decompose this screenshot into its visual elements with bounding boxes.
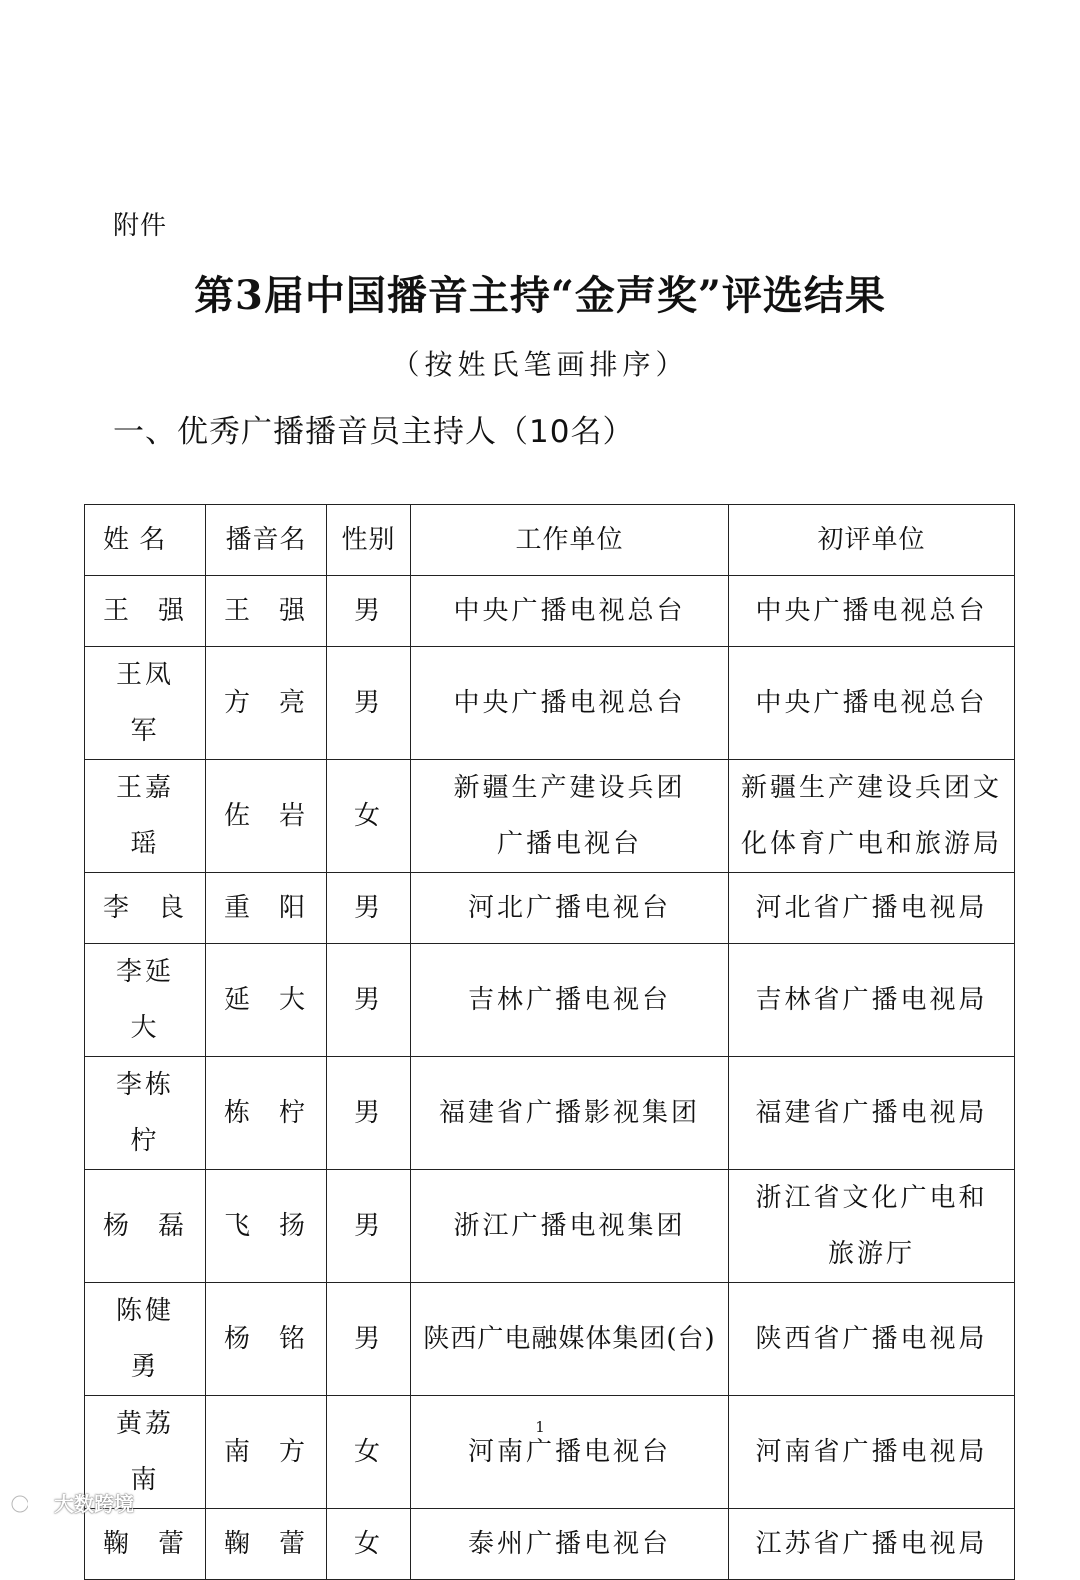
cell-name	[85, 873, 206, 944]
name-char: 磊	[157, 1211, 187, 1241]
cell-nominating-unit: 浙江省文化广电和旅游厅	[729, 1170, 1015, 1283]
name-char: 王	[103, 596, 133, 626]
broadcast-name-char: 飞	[224, 1211, 254, 1241]
cell-name	[85, 647, 206, 760]
broadcast-name-char: 佐	[224, 801, 254, 831]
broadcast-name-char: 柠	[278, 1098, 308, 1128]
table-header-row	[85, 505, 1015, 576]
cell-gender: 男	[327, 1170, 411, 1283]
table-row	[85, 647, 1015, 760]
broadcast-name-char: 大	[278, 985, 308, 1015]
broadcast-name-char: 强	[278, 596, 308, 626]
cell-name	[85, 1170, 206, 1283]
cell-nominating-unit: 新疆生产建设兵团文化体育广电和旅游局	[729, 760, 1015, 873]
cell-nominating-unit: 中央广播电视总台	[729, 576, 1015, 647]
name-char: 杨	[103, 1211, 133, 1241]
document-title: 第3届中国播音主持“金声奖”评选结果	[194, 272, 886, 319]
cell-gender: 男	[327, 1057, 411, 1170]
table-row	[85, 1057, 1015, 1170]
header-broadcast-name: 播音名	[206, 505, 327, 576]
cell-nominating-unit: 福建省广播电视局	[729, 1057, 1015, 1170]
header-name-label: 姓 名	[103, 525, 167, 555]
name-text: 陈健勇	[115, 1296, 174, 1382]
header-work-unit: 工作单位	[411, 505, 729, 576]
cell-work-unit: 新疆生产建设兵团广播电视台	[411, 760, 729, 873]
cell-broadcast-name	[206, 647, 327, 760]
cell-broadcast-name	[206, 873, 327, 944]
broadcast-name-char: 岩	[278, 801, 308, 831]
cell-name	[85, 1283, 206, 1396]
cell-work-unit: 浙江广播电视集团	[411, 1170, 729, 1283]
cell-name	[85, 944, 206, 1057]
cell-gender: 女	[327, 760, 411, 873]
broadcast-name-char: 铭	[278, 1324, 308, 1354]
cell-name	[85, 1509, 206, 1580]
header-gender: 性别	[327, 505, 411, 576]
table-row	[85, 1283, 1015, 1396]
cell-nominating-unit: 河北省广播电视局	[729, 873, 1015, 944]
name-text: 李栋柠	[115, 1070, 174, 1156]
cell-gender: 男	[327, 944, 411, 1057]
cell-work-unit: 中央广播电视总台	[411, 647, 729, 760]
cell-work-unit: 福建省广播影视集团	[411, 1057, 729, 1170]
table-row	[85, 1170, 1015, 1283]
cell-gender: 男	[327, 1283, 411, 1396]
name-text: 王凤军	[115, 660, 174, 746]
broadcast-name-char: 鞠	[224, 1529, 254, 1559]
cell-broadcast-name	[206, 944, 327, 1057]
cell-work-unit: 吉林广播电视台	[411, 944, 729, 1057]
name-text: 李延大	[115, 957, 174, 1043]
cell-nominating-unit: 河南省广播电视局	[729, 1396, 1015, 1509]
header-nominating-unit: 初评单位	[729, 505, 1015, 576]
table-row	[85, 576, 1015, 647]
table-row	[85, 944, 1015, 1057]
cell-broadcast-name	[206, 1283, 327, 1396]
cell-nominating-unit: 吉林省广播电视局	[729, 944, 1015, 1057]
broadcast-name-char: 方	[278, 1437, 308, 1467]
cell-gender: 男	[327, 647, 411, 760]
cell-gender: 女	[327, 1509, 411, 1580]
cell-broadcast-name	[206, 1057, 327, 1170]
header-name	[85, 505, 206, 576]
name-char: 强	[157, 596, 187, 626]
cell-nominating-unit: 江苏省广播电视局	[729, 1509, 1015, 1580]
broadcast-name-char: 栋	[224, 1098, 254, 1128]
cell-name	[85, 576, 206, 647]
broadcast-name-char: 重	[224, 893, 254, 923]
table-row	[85, 873, 1015, 944]
cell-nominating-unit: 陕西省广播电视局	[729, 1283, 1015, 1396]
cell-work-unit: 中央广播电视总台	[411, 576, 729, 647]
name-char: 蕾	[157, 1529, 187, 1559]
cell-gender: 男	[327, 873, 411, 944]
cell-nominating-unit: 中央广播电视总台	[729, 647, 1015, 760]
cell-broadcast-name	[206, 1396, 327, 1509]
cell-work-unit: 河南广播电视台	[411, 1396, 729, 1509]
broadcast-name-char: 扬	[278, 1211, 308, 1241]
document-subtitle: （按姓氏笔画排序）	[391, 348, 689, 381]
broadcast-name-char: 延	[224, 985, 254, 1015]
cell-gender: 女	[327, 1396, 411, 1509]
broadcast-name-char: 南	[224, 1437, 254, 1467]
cell-broadcast-name	[206, 1509, 327, 1580]
table-row	[85, 760, 1015, 873]
broadcast-name-char: 杨	[224, 1324, 254, 1354]
cell-gender: 男	[327, 576, 411, 647]
cell-work-unit: 陕西广电融媒体集团(台)	[411, 1283, 729, 1396]
cell-broadcast-name	[206, 760, 327, 873]
cell-broadcast-name	[206, 1170, 327, 1283]
broadcast-name-char: 亮	[278, 688, 308, 718]
broadcast-name-char: 方	[224, 688, 254, 718]
cell-broadcast-name	[206, 576, 327, 647]
page-number: 1	[535, 1418, 545, 1436]
watermark-text: 大数跨境	[54, 1492, 134, 1516]
cell-name	[85, 1057, 206, 1170]
attachment-label: 附件	[113, 211, 168, 241]
name-char: 良	[157, 893, 187, 923]
section-heading: 一、优秀广播播音员主持人（10名）	[113, 414, 635, 450]
name-char: 鞠	[103, 1529, 133, 1559]
table-row	[85, 1509, 1015, 1580]
watermark-logo-icon	[10, 1490, 50, 1516]
broadcast-name-char: 王	[224, 596, 254, 626]
cell-work-unit: 泰州广播电视台	[411, 1509, 729, 1580]
name-text: 黄荔南	[115, 1409, 174, 1495]
cell-work-unit: 河北广播电视台	[411, 873, 729, 944]
name-char: 李	[103, 893, 133, 923]
name-text: 王嘉瑶	[115, 773, 174, 859]
watermark	[10, 1488, 134, 1517]
cell-name	[85, 760, 206, 873]
broadcast-name-char: 阳	[278, 893, 308, 923]
table-row	[85, 1396, 1015, 1509]
broadcast-name-char: 蕾	[278, 1529, 308, 1559]
